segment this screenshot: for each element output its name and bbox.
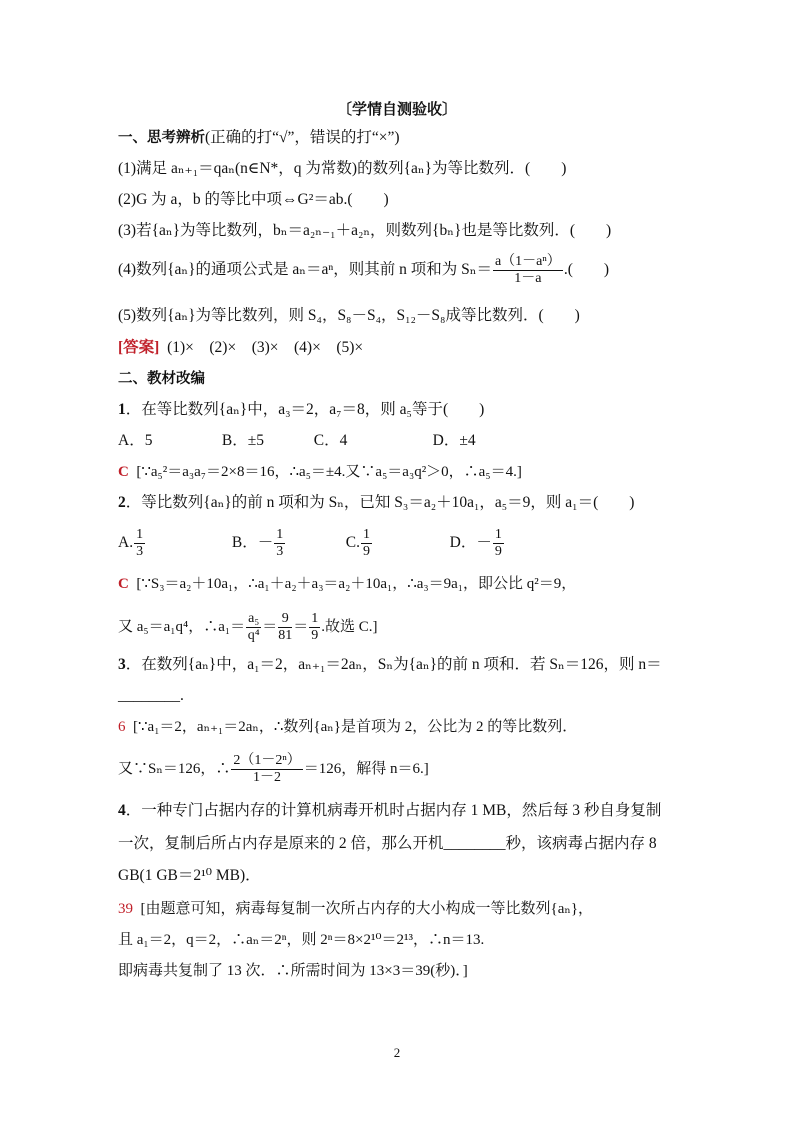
problem-2-number: 2 bbox=[118, 494, 126, 511]
problem-3-solution-line1 bbox=[118, 717, 577, 737]
fraction-denominator: 3 bbox=[136, 544, 144, 559]
fraction-numerator: 1 bbox=[136, 527, 144, 542]
option-b: B．±5 bbox=[221, 432, 264, 449]
solution-text: [由题意可知，病毒每复制一次所占内存的大小构成一等比数列{aₙ}， bbox=[140, 901, 594, 917]
answer-value: 39 bbox=[118, 901, 133, 917]
solution-text: [∵a₅²＝a₃a₇＝2×8＝16，∴a₅＝±4.又∵a₅＝a₃q²＞0，∴a₅＝4.] bbox=[136, 464, 522, 480]
question-4-text: (4)数列{aₙ}的通项公式是 aₙ＝aⁿ，则其前 n 项和为 Sₙ＝ bbox=[118, 261, 492, 279]
option-fraction bbox=[274, 527, 285, 560]
problem-1-stem bbox=[118, 400, 484, 420]
answer-letter: C bbox=[118, 576, 129, 592]
option-a: A．5 bbox=[118, 432, 153, 449]
problem-2-text: ．等比数列{aₙ}的前 n 项和为 Sₙ，已知 S₃＝a₂＋10a₁，a₅＝9，则 a₁＝( ) bbox=[125, 494, 635, 511]
question-5: (5)数列{aₙ}为等比数列，则 S₄，S₈－S₄，S₁₂－S₈成等比数列．( ) bbox=[118, 307, 580, 324]
section2-heading-text: 二、教材改编 bbox=[118, 371, 205, 387]
solution-fraction bbox=[231, 753, 302, 786]
option-label: D．－ bbox=[449, 534, 492, 552]
question-4-fraction bbox=[493, 254, 563, 287]
section2-heading bbox=[118, 369, 205, 389]
problem-4-line3: GB(1 GB＝2¹⁰ MB)． bbox=[118, 867, 261, 884]
answer-line bbox=[118, 338, 363, 358]
option-c: C．4 bbox=[313, 432, 348, 449]
section1-heading: 一、思考辨析 bbox=[118, 130, 205, 146]
problem-1-solution bbox=[118, 462, 522, 482]
option-fraction bbox=[361, 527, 372, 560]
fraction-denominator: 1－2 bbox=[253, 770, 282, 785]
equals-sign: ＝ bbox=[293, 618, 309, 635]
equals-sign: ＝ bbox=[262, 618, 278, 635]
option-d: D．±4 bbox=[432, 432, 476, 449]
solution-fraction bbox=[246, 611, 261, 644]
fraction-numerator: 1 bbox=[311, 611, 319, 626]
fraction-numerator: 9 bbox=[278, 611, 292, 628]
section-title: 〔学情自测验收〕 bbox=[336, 100, 457, 118]
question-1: (1)满足 aₙ₊₁＝qaₙ(n∈N*，q 为常数)的数列{aₙ}为等比数列．( ) bbox=[118, 160, 567, 177]
fraction-numerator: 1 bbox=[276, 527, 284, 542]
question-4-suffix: .( ) bbox=[563, 261, 610, 279]
option-fraction bbox=[134, 527, 145, 560]
answer-letter: C bbox=[118, 464, 129, 480]
question-4 bbox=[118, 254, 609, 287]
option-c bbox=[346, 527, 446, 560]
fraction-numerator: 2（1－2ⁿ） bbox=[233, 753, 301, 768]
page-number: 2 bbox=[393, 1045, 401, 1060]
solution-text: ＝126，解得 n＝6.] bbox=[303, 760, 429, 777]
fraction-numerator: 1 bbox=[362, 527, 370, 542]
problem-4-solution-line3: 即病毒共复制了 13 次．∴所需时间为 13×3＝39(秒)．] bbox=[118, 963, 468, 979]
problem-2-stem bbox=[118, 493, 634, 513]
problem-4-solution-line1 bbox=[118, 899, 593, 919]
fraction-denominator: 3 bbox=[276, 544, 284, 559]
problem-2-solution-line1 bbox=[118, 574, 576, 594]
problem-3-number: 3 bbox=[118, 656, 126, 673]
section1-heading-note: (正确的打“√”，错误的打“×”) bbox=[205, 129, 400, 146]
fraction-denominator: 81 bbox=[278, 628, 293, 643]
question-2: (2)G 为 a，b 的等比中项⇔G²＝ab.( ) bbox=[118, 191, 389, 208]
option-label: B．－ bbox=[231, 534, 274, 552]
solution-text: 又∵Sₙ＝126，∴ bbox=[118, 760, 231, 777]
problem-3-blank: ________. bbox=[118, 687, 184, 704]
solution-text: .故选 C.] bbox=[321, 618, 378, 635]
solution-fraction bbox=[309, 611, 320, 644]
problem-3-text: ．在数列{aₙ}中，a₁＝2，aₙ₊₁＝2aₙ，Sₙ为{aₙ}的前 n 项和．若 Sₙ＝126，则 n＝ bbox=[125, 656, 662, 673]
problem-3-solution-line2 bbox=[118, 753, 429, 786]
solution-text: 又 a₅＝a₁q⁴，∴a₁＝ bbox=[118, 618, 246, 635]
fraction-denominator: 1－a bbox=[514, 271, 542, 286]
solution-text: [∵a₁＝2，aₙ₊₁＝2aₙ，∴数列{aₙ}是首项为 2，公比为 2 的等比数列． bbox=[133, 719, 578, 735]
problem-1-options bbox=[118, 431, 533, 451]
solution-text: [∵S₃＝a₂＋10a₁，∴a₁＋a₂＋a₃＝a₂＋10a₁，∴a₃＝9a₁，即公比 q²＝9， bbox=[136, 576, 577, 592]
problem-4-text: ．一种专门占据内存的计算机病毒开机时占据内存 1 MB，然后每 3 秒自身复制 bbox=[125, 802, 662, 819]
problem-4-line1 bbox=[118, 801, 661, 821]
problem-2-solution-line2 bbox=[118, 611, 378, 644]
fraction-denominator: 9 bbox=[362, 544, 370, 559]
option-label: A. bbox=[118, 534, 134, 552]
answer-text: (1)× (2)× (3)× (4)× (5)× bbox=[167, 339, 364, 356]
problem-4-number: 4 bbox=[118, 802, 126, 819]
option-label: C. bbox=[345, 534, 360, 552]
option-a bbox=[118, 527, 228, 560]
problem-3-stem bbox=[118, 655, 662, 675]
fraction-denominator: q⁴ bbox=[247, 628, 260, 643]
fraction-numerator: a（1－aⁿ） bbox=[494, 254, 561, 269]
question-3: (3)若{aₙ}为等比数列，bₙ＝a₂ₙ₋₁＋a₂ₙ，则数列{bₙ}也是等比数列．( ) bbox=[118, 222, 612, 239]
problem-1-number: 1 bbox=[118, 401, 126, 418]
option-d bbox=[450, 527, 550, 560]
option-fraction bbox=[493, 527, 504, 560]
problem-4-solution-line2: 且 a₁＝2，q＝2，∴aₙ＝2ⁿ，则 2ⁿ＝8×2¹⁰＝2¹³，∴n＝13. bbox=[118, 932, 485, 948]
fraction-denominator: 9 bbox=[311, 628, 319, 643]
solution-fraction bbox=[278, 611, 292, 644]
problem-2-options bbox=[118, 527, 550, 560]
problem-1-text: ．在等比数列{aₙ}中，a₃＝2，a₇＝8，则 a₅等于( ) bbox=[125, 401, 485, 418]
section1-heading-line bbox=[118, 128, 400, 148]
fraction-numerator: 1 bbox=[494, 527, 502, 542]
problem-4-line2: 一次，复制后所占内存是原来的 2 倍，那么开机________秒，该病毒占据内存 8 bbox=[118, 835, 657, 852]
answer-label: [答案] bbox=[118, 339, 160, 356]
fraction-denominator: 9 bbox=[494, 544, 502, 559]
option-b bbox=[232, 527, 342, 560]
answer-value: 6 bbox=[118, 719, 126, 735]
fraction-numerator: a₅ bbox=[248, 611, 260, 626]
